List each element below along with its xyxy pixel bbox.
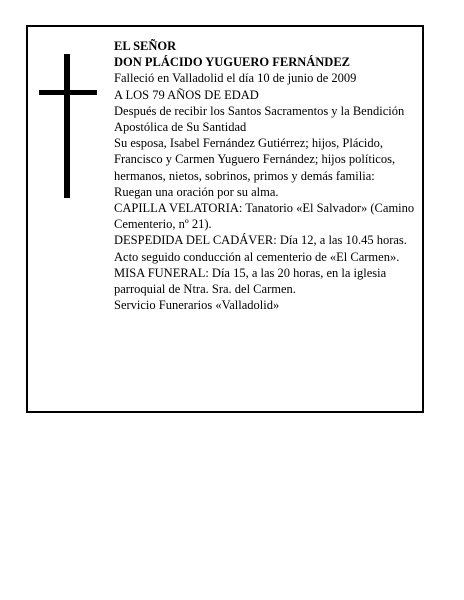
sacraments-line: Después de recibir los Santos Sacramentos y la Bendición Apostólica de Su Santidad (114, 103, 405, 135)
prayer-line: Ruegan una oración por su alma. (114, 184, 279, 199)
funeral-services-line: Servicio Funerarios «Valladolid» (114, 298, 280, 313)
death-date-line: Falleció en Valladolid el día 10 de junio de 2009 (114, 71, 357, 86)
heading-title: EL SEÑOR (114, 39, 177, 53)
age-line: A LOS 79 AÑOS DE EDAD (114, 87, 259, 102)
obituary-text (114, 38, 416, 313)
cross-vertical-bar (64, 54, 70, 198)
family-line: Su esposa, Isabel Fernández Gutiérrez; hijos, Plácido, Francisco y Carmen Yuguero Fernández; hijos políticos, hermanos, nietos, sobrinos, primos y demás familia: (114, 136, 396, 183)
cross-horizontal-bar (39, 90, 97, 95)
cross-icon (39, 54, 97, 198)
farewell-line: DESPEDIDA DEL CADÁVER: Día 12, a las 10.45 horas. Acto seguido conducción al cementerio de «El Carmen». (114, 233, 407, 264)
obituary-notice (26, 25, 424, 413)
deceased-name: DON PLÁCIDO YUGUERO FERNÁNDEZ (114, 55, 351, 70)
wake-line: CAPILLA VELATORIA: Tanatorio «El Salvador» (Camino Cementerio, nº 21). (114, 201, 415, 232)
funeral-mass-line: MISA FUNERAL: Día 15, a las 20 horas, en la iglesia parroquial de Ntra. Sra. del Carmen. (114, 265, 387, 297)
